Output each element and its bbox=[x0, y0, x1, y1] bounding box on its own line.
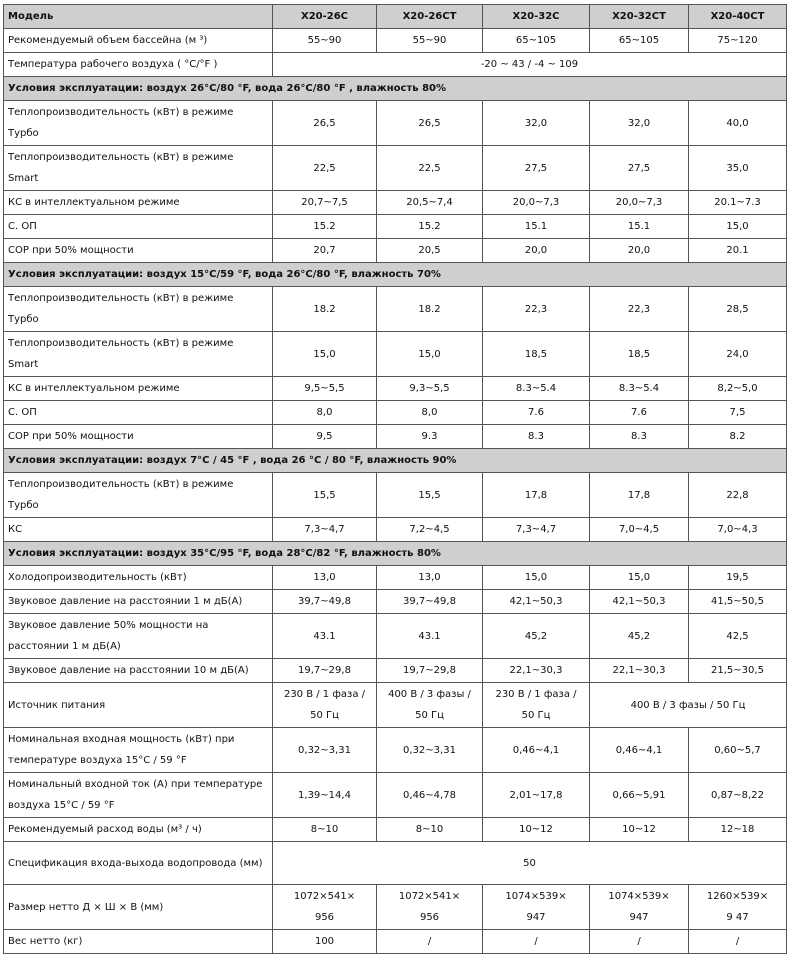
row-label: Номинальная входная мощность (кВт) при температуре воздуха 15°С / 59 °F bbox=[4, 728, 273, 773]
cell: 8.2 bbox=[689, 425, 787, 449]
model-name: X20-32C bbox=[483, 5, 590, 29]
row-label: Вес нетто (кг) bbox=[4, 930, 273, 954]
cell: 27,5 bbox=[590, 146, 689, 191]
cell: 15.1 bbox=[483, 215, 590, 239]
row-label: Звуковое давление 50% мощности на расстоянии 1 м дБ(А) bbox=[4, 614, 273, 659]
cell: 8.3 bbox=[590, 425, 689, 449]
cell: 8,0 bbox=[273, 401, 377, 425]
cell: 230 В / 1 фаза / 50 Гц bbox=[273, 683, 377, 728]
cell: 7,2~4,5 bbox=[377, 518, 483, 542]
cell: / bbox=[689, 930, 787, 954]
cell: 43.1 bbox=[377, 614, 483, 659]
cell: 7,0~4,5 bbox=[590, 518, 689, 542]
cell: 9,5~5,5 bbox=[273, 377, 377, 401]
cell: 18,5 bbox=[483, 332, 590, 377]
cell: 20,5~7,4 bbox=[377, 191, 483, 215]
cell: 40,0 bbox=[689, 101, 787, 146]
cell: 32,0 bbox=[590, 101, 689, 146]
cell: 15,5 bbox=[273, 473, 377, 518]
air-temp-row bbox=[4, 53, 787, 77]
cell: 19,7~29,8 bbox=[273, 659, 377, 683]
cell: 2,01~17,8 bbox=[483, 773, 590, 818]
cell: 20,0~7,3 bbox=[483, 191, 590, 215]
row-label: Теплопроизводительность (кВт) в режиме Турбо bbox=[4, 101, 273, 146]
cell: 0,87~8,22 bbox=[689, 773, 787, 818]
cop-row bbox=[4, 401, 787, 425]
cell: 20,7~7,5 bbox=[273, 191, 377, 215]
cell: 65~105 bbox=[590, 29, 689, 53]
cell: 15,0 bbox=[689, 215, 787, 239]
model-name: X20-26CT bbox=[377, 5, 483, 29]
cell: 32,0 bbox=[483, 101, 590, 146]
section-header bbox=[4, 263, 787, 287]
input-power-row bbox=[4, 728, 787, 773]
input-current-row bbox=[4, 773, 787, 818]
row-label: COP при 50% мощности bbox=[4, 425, 273, 449]
cell: 0,46~4,78 bbox=[377, 773, 483, 818]
cell: 20.1 bbox=[689, 239, 787, 263]
ks-smart-row bbox=[4, 377, 787, 401]
cell: 400 В / 3 фазы / 50 Гц bbox=[377, 683, 483, 728]
row-label: Рекомендуемый объем бассейна (м ³) bbox=[4, 29, 273, 53]
cop-row bbox=[4, 215, 787, 239]
row-label: КС в интеллектуальном режиме bbox=[4, 191, 273, 215]
cell: 42,1~50,3 bbox=[483, 590, 590, 614]
heat-turbo-row bbox=[4, 287, 787, 332]
cell: 15.2 bbox=[377, 215, 483, 239]
row-label: Звуковое давление на расстоянии 10 м дБ(А) bbox=[4, 659, 273, 683]
row-label: С. ОП bbox=[4, 215, 273, 239]
cell: 24,0 bbox=[689, 332, 787, 377]
cell: 27,5 bbox=[483, 146, 590, 191]
cell: 22,1~30,3 bbox=[483, 659, 590, 683]
model-label: Модель bbox=[4, 5, 273, 29]
cell: 400 В / 3 фазы / 50 Гц bbox=[590, 683, 787, 728]
row-label: Теплопроизводительность (кВт) в режиме Турбо bbox=[4, 473, 273, 518]
cell: 18,5 bbox=[590, 332, 689, 377]
cell: 13,0 bbox=[377, 566, 483, 590]
cell: 19,7~29,8 bbox=[377, 659, 483, 683]
cell: 43.1 bbox=[273, 614, 377, 659]
cell: 26,5 bbox=[273, 101, 377, 146]
cell: 20.1~7.3 bbox=[689, 191, 787, 215]
heat-turbo-row bbox=[4, 473, 787, 518]
cell: 8~10 bbox=[273, 818, 377, 842]
row-label: С. ОП bbox=[4, 401, 273, 425]
cell: 45,2 bbox=[590, 614, 689, 659]
cell: 18.2 bbox=[273, 287, 377, 332]
section-title: Условия эксплуатации: воздух 7°С / 45 °F , вода 26 °С / 80 °F, влажность 90% bbox=[4, 449, 787, 473]
cell: 15.2 bbox=[273, 215, 377, 239]
cell: 7,0~4,3 bbox=[689, 518, 787, 542]
cell: 1260×539× 9 47 bbox=[689, 885, 787, 930]
cell: 17,8 bbox=[483, 473, 590, 518]
net-size-row bbox=[4, 885, 787, 930]
pool-volume-row bbox=[4, 29, 787, 53]
cell: 55~90 bbox=[273, 29, 377, 53]
ks-smart-row bbox=[4, 191, 787, 215]
heat-smart-row bbox=[4, 332, 787, 377]
cell: 28,5 bbox=[689, 287, 787, 332]
water-flow-row bbox=[4, 818, 787, 842]
section-title: Условия эксплуатации: воздух 26°С/80 °F, вода 26°С/80 °F , влажность 80% bbox=[4, 77, 787, 101]
section-header bbox=[4, 542, 787, 566]
cell: 42,1~50,3 bbox=[590, 590, 689, 614]
cell: 100 bbox=[273, 930, 377, 954]
row-label: Размер нетто Д × Ш × В (мм) bbox=[4, 885, 273, 930]
cell: 7,5 bbox=[689, 401, 787, 425]
cell: 41,5~50,5 bbox=[689, 590, 787, 614]
cell: 12~18 bbox=[689, 818, 787, 842]
cell: 18.2 bbox=[377, 287, 483, 332]
section-title: Условия эксплуатации: воздух 15°С/59 °F, вода 26°С/80 °F, влажность 70% bbox=[4, 263, 787, 287]
row-label: COP при 50% мощности bbox=[4, 239, 273, 263]
cell: 20,7 bbox=[273, 239, 377, 263]
row-label: Источник питания bbox=[4, 683, 273, 728]
row-label: Теплопроизводительность (кВт) в режиме Турбо bbox=[4, 287, 273, 332]
noise-10m-row bbox=[4, 659, 787, 683]
cell: / bbox=[483, 930, 590, 954]
power-supply-row bbox=[4, 683, 787, 728]
row-label: Температура рабочего воздуха ( °C/°F ) bbox=[4, 53, 273, 77]
cell: 20,0~7,3 bbox=[590, 191, 689, 215]
cell: 39,7~49,8 bbox=[273, 590, 377, 614]
cell: 1074×539× 947 bbox=[590, 885, 689, 930]
row-label: Звуковое давление на расстоянии 1 м дБ(А) bbox=[4, 590, 273, 614]
header-row bbox=[4, 5, 787, 29]
row-label: Номинальный входной ток (А) при температуре воздуха 15°С / 59 °F bbox=[4, 773, 273, 818]
cell: 7,3~4,7 bbox=[483, 518, 590, 542]
cell: -20 ~ 43 / -4 ~ 109 bbox=[273, 53, 787, 77]
cell: 15,5 bbox=[377, 473, 483, 518]
cell: 8~10 bbox=[377, 818, 483, 842]
row-label: Теплопроизводительность (кВт) в режиме Smart bbox=[4, 146, 273, 191]
cell: 21,5~30,5 bbox=[689, 659, 787, 683]
row-label: Теплопроизводительность (кВт) в режиме Smart bbox=[4, 332, 273, 377]
cell: 9.3 bbox=[377, 425, 483, 449]
cell: 13,0 bbox=[273, 566, 377, 590]
heat-smart-row bbox=[4, 146, 787, 191]
cell: 65~105 bbox=[483, 29, 590, 53]
cell: 8,0 bbox=[377, 401, 483, 425]
cell: 1,39~14,4 bbox=[273, 773, 377, 818]
cop50-row bbox=[4, 239, 787, 263]
cell: 35,0 bbox=[689, 146, 787, 191]
cell: 8,2~5,0 bbox=[689, 377, 787, 401]
cell: 22,3 bbox=[590, 287, 689, 332]
row-label: Рекомендуемый расход воды (м³ / ч) bbox=[4, 818, 273, 842]
cell: 15,0 bbox=[377, 332, 483, 377]
cell: 20,5 bbox=[377, 239, 483, 263]
cell: 22,5 bbox=[273, 146, 377, 191]
cell: 26,5 bbox=[377, 101, 483, 146]
cell: 20,0 bbox=[483, 239, 590, 263]
cooling-row bbox=[4, 566, 787, 590]
pipe-spec-row bbox=[4, 842, 787, 885]
cell: 22,1~30,3 bbox=[590, 659, 689, 683]
heat-turbo-row bbox=[4, 101, 787, 146]
section-header bbox=[4, 77, 787, 101]
ks-row bbox=[4, 518, 787, 542]
cell: 20,0 bbox=[590, 239, 689, 263]
cell: 8.3 bbox=[483, 425, 590, 449]
cell: 9,3~5,5 bbox=[377, 377, 483, 401]
cell: 22,8 bbox=[689, 473, 787, 518]
cell: 7.6 bbox=[590, 401, 689, 425]
cell: 50 bbox=[273, 842, 787, 885]
cell: 15,0 bbox=[273, 332, 377, 377]
cell: 42,5 bbox=[689, 614, 787, 659]
cop50-row bbox=[4, 425, 787, 449]
cell: 15.1 bbox=[590, 215, 689, 239]
cell: 8.3~5.4 bbox=[483, 377, 590, 401]
cell: 75~120 bbox=[689, 29, 787, 53]
cell: 22,5 bbox=[377, 146, 483, 191]
specification-table bbox=[3, 4, 787, 954]
section-header bbox=[4, 449, 787, 473]
section-title: Условия эксплуатации: воздух 35°С/95 °F, вода 28°С/82 °F, влажность 80% bbox=[4, 542, 787, 566]
cell: 0,46~4,1 bbox=[483, 728, 590, 773]
cell: 0,46~4,1 bbox=[590, 728, 689, 773]
noise-1m-row bbox=[4, 590, 787, 614]
cell: 17,8 bbox=[590, 473, 689, 518]
cell: 9,5 bbox=[273, 425, 377, 449]
model-name: X20-40CT bbox=[689, 5, 787, 29]
cell: 8.3~5.4 bbox=[590, 377, 689, 401]
cell: 230 В / 1 фаза / 50 Гц bbox=[483, 683, 590, 728]
cell: / bbox=[377, 930, 483, 954]
cell: 10~12 bbox=[590, 818, 689, 842]
cell: 15,0 bbox=[483, 566, 590, 590]
noise-50-row bbox=[4, 614, 787, 659]
cell: 1072×541× 956 bbox=[377, 885, 483, 930]
cell: 7,3~4,7 bbox=[273, 518, 377, 542]
cell: 45,2 bbox=[483, 614, 590, 659]
cell: 1072×541× 956 bbox=[273, 885, 377, 930]
cell: 22,3 bbox=[483, 287, 590, 332]
row-label: КС в интеллектуальном режиме bbox=[4, 377, 273, 401]
cell: 0,32~3,31 bbox=[377, 728, 483, 773]
cell: / bbox=[590, 930, 689, 954]
cell: 10~12 bbox=[483, 818, 590, 842]
cell: 7.6 bbox=[483, 401, 590, 425]
cell: 55~90 bbox=[377, 29, 483, 53]
cell: 1074×539× 947 bbox=[483, 885, 590, 930]
cell: 19,5 bbox=[689, 566, 787, 590]
row-label: КС bbox=[4, 518, 273, 542]
cell: 15,0 bbox=[590, 566, 689, 590]
row-label: Холодопроизводительность (кВт) bbox=[4, 566, 273, 590]
model-name: X20-26C bbox=[273, 5, 377, 29]
cell: 0,60~5,7 bbox=[689, 728, 787, 773]
cell: 0,32~3,31 bbox=[273, 728, 377, 773]
model-name: X20-32CT bbox=[590, 5, 689, 29]
row-label: Спецификация входа-выхода водопровода (мм) bbox=[4, 842, 273, 885]
cell: 39,7~49,8 bbox=[377, 590, 483, 614]
cell: 0,66~5,91 bbox=[590, 773, 689, 818]
net-weight-row bbox=[4, 930, 787, 954]
